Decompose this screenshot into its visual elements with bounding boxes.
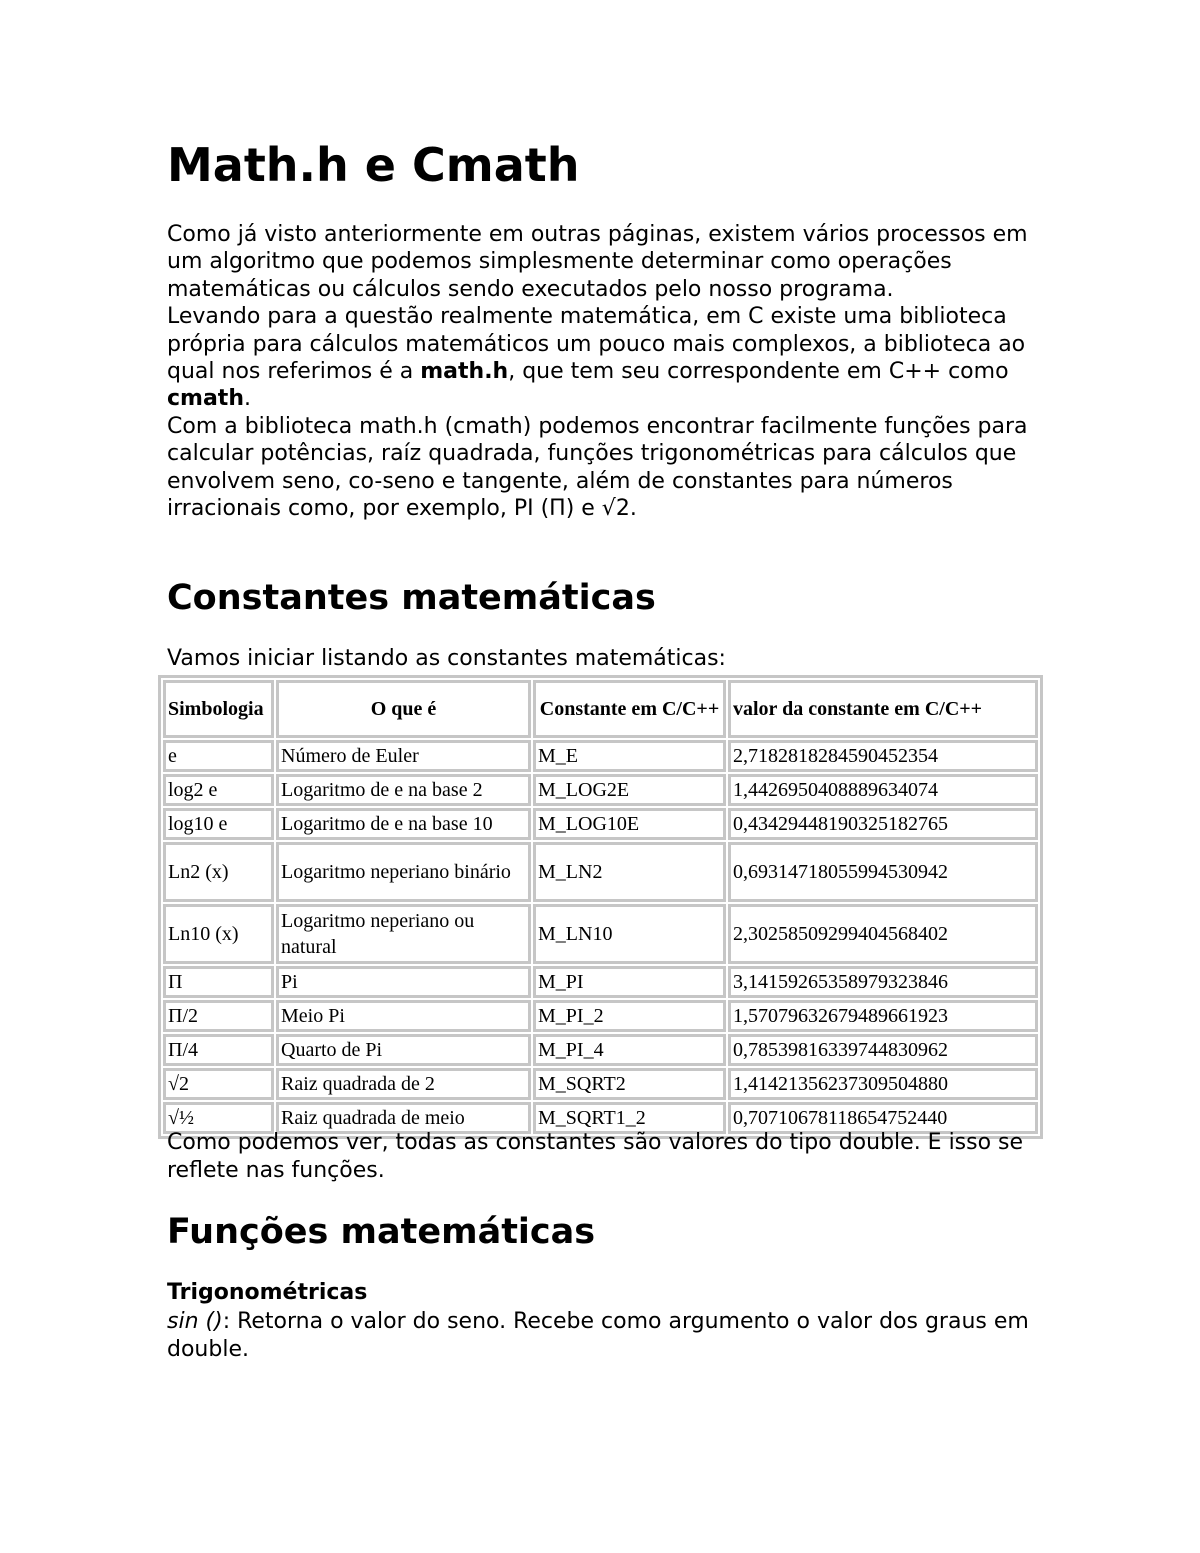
table-cell: 3,14159265358979323846 bbox=[728, 966, 1038, 998]
table-cell: M_PI_2 bbox=[533, 1000, 726, 1032]
header-cell: Constante em C/C++ bbox=[533, 680, 726, 738]
table-cell: Pi bbox=[276, 966, 531, 998]
table-row bbox=[163, 1068, 1038, 1100]
table-cell: Quarto de Pi bbox=[276, 1034, 531, 1066]
table-cell: M_LN10 bbox=[533, 904, 726, 964]
table-row bbox=[163, 808, 1038, 840]
header-cell: Simbologia bbox=[163, 680, 274, 738]
table-cell: Π/4 bbox=[163, 1034, 274, 1066]
table-cell: Raiz quadrada de 2 bbox=[276, 1068, 531, 1100]
header-cell: O que é bbox=[276, 680, 531, 738]
table-row bbox=[163, 966, 1038, 998]
table-cell: M_LOG10E bbox=[533, 808, 726, 840]
page-title: Math.h e Cmath bbox=[167, 138, 580, 192]
table-cell: 0,78539816339744830962 bbox=[728, 1034, 1038, 1066]
intro-p2-text: Levando para a questão realmente matemática, em C existe uma biblioteca própria para cálculos matemáticos um pouco mais complexos, a biblioteca ao qual nos referimos é a bbox=[167, 304, 1026, 385]
table-cell: log10 e bbox=[163, 808, 274, 840]
table-cell: Logaritmo de e na base 10 bbox=[276, 808, 531, 840]
table-row bbox=[163, 904, 1038, 964]
intro-text bbox=[167, 221, 1047, 522]
table-cell: log2 e bbox=[163, 774, 274, 806]
table-cell: M_E bbox=[533, 740, 726, 772]
table-cell: M_SQRT1_2 bbox=[533, 1102, 726, 1134]
table-cell: 2,7182818284590452354 bbox=[728, 740, 1038, 772]
table-cell: Raiz quadrada de meio bbox=[276, 1102, 531, 1134]
table-row bbox=[163, 1000, 1038, 1032]
table-cell: √½ bbox=[163, 1102, 274, 1134]
table-cell: M_LOG2E bbox=[533, 774, 726, 806]
intro-p2-end: . bbox=[244, 386, 251, 412]
functions-heading: Funções matemáticas bbox=[167, 1212, 596, 1252]
table-row bbox=[163, 1034, 1038, 1066]
table-cell: Π bbox=[163, 966, 274, 998]
constants-heading: Constantes matemáticas bbox=[167, 578, 656, 618]
table-cell: M_SQRT2 bbox=[533, 1068, 726, 1100]
constants-lead: Vamos iniciar listando as constantes matemáticas: bbox=[167, 646, 726, 671]
table-cell: Π/2 bbox=[163, 1000, 274, 1032]
table-cell: 1,4426950408889634074 bbox=[728, 774, 1038, 806]
intro-p2-middle: , que tem seu correspondente em C++ como bbox=[508, 359, 1009, 385]
trig-subheading: Trigonométricas bbox=[167, 1280, 368, 1305]
table-cell: Ln10 (x) bbox=[163, 904, 274, 964]
table-row bbox=[163, 774, 1038, 806]
table-cell: 2,30258509299404568402 bbox=[728, 904, 1038, 964]
table-row bbox=[163, 842, 1038, 902]
table-cell: 0,43429448190325182765 bbox=[728, 808, 1038, 840]
intro-paragraph-1: Como já visto anteriormente em outras páginas, existem vários processos em um algoritmo que podemos simplesmente determinar como operações matemáticas ou cálculos sendo executados pelo nosso programa. bbox=[167, 222, 1028, 302]
table-cell: M_PI bbox=[533, 966, 726, 998]
table-cell: 1,57079632679489661923 bbox=[728, 1000, 1038, 1032]
intro-paragraph-3: Com a biblioteca math.h (cmath) podemos encontrar facilmente funções para calcular potências, raíz quadrada, funções trigonométricas para cálculos que envolvem seno, co-seno e tangente, além de constantes para números irracionais como, por exemplo, PI (Π) e √2. bbox=[167, 413, 1028, 522]
table-header-row bbox=[163, 680, 1038, 738]
constants-table bbox=[158, 675, 1043, 1139]
table-cell: Logaritmo neperiano ou natural bbox=[276, 904, 531, 964]
table-cell: Ln2 (x) bbox=[163, 842, 274, 902]
header-cell: valor da constante em C/C++ bbox=[728, 680, 1038, 738]
table-cell: M_PI_4 bbox=[533, 1034, 726, 1066]
table-cell: Meio Pi bbox=[276, 1000, 531, 1032]
sin-description bbox=[167, 1308, 1047, 1364]
intro-paragraph-2 bbox=[167, 303, 1047, 413]
table-cell: 0,70710678118654752440 bbox=[728, 1102, 1038, 1134]
table-row bbox=[163, 740, 1038, 772]
sin-function-desc: : Retorna o valor do seno. Recebe como argumento o valor dos graus em double. bbox=[167, 1309, 1029, 1362]
table-cell: Número de Euler bbox=[276, 740, 531, 772]
table-cell: 1,41421356237309504880 bbox=[728, 1068, 1038, 1100]
constants-outro: Como podemos ver, todas as constantes são valores do tipo double. E isso se reflete nas funções. bbox=[167, 1130, 1024, 1183]
table-cell: Logaritmo de e na base 2 bbox=[276, 774, 531, 806]
table-cell: √2 bbox=[163, 1068, 274, 1100]
table-cell: M_LN2 bbox=[533, 842, 726, 902]
sin-function-name: sin () bbox=[167, 1309, 223, 1334]
table-cell: 0,69314718055994530942 bbox=[728, 842, 1038, 902]
table-cell: Logaritmo neperiano binário bbox=[276, 842, 531, 902]
table-cell: e bbox=[163, 740, 274, 772]
math-h-bold: math.h bbox=[420, 359, 509, 385]
cmath-bold: cmath bbox=[167, 386, 244, 412]
